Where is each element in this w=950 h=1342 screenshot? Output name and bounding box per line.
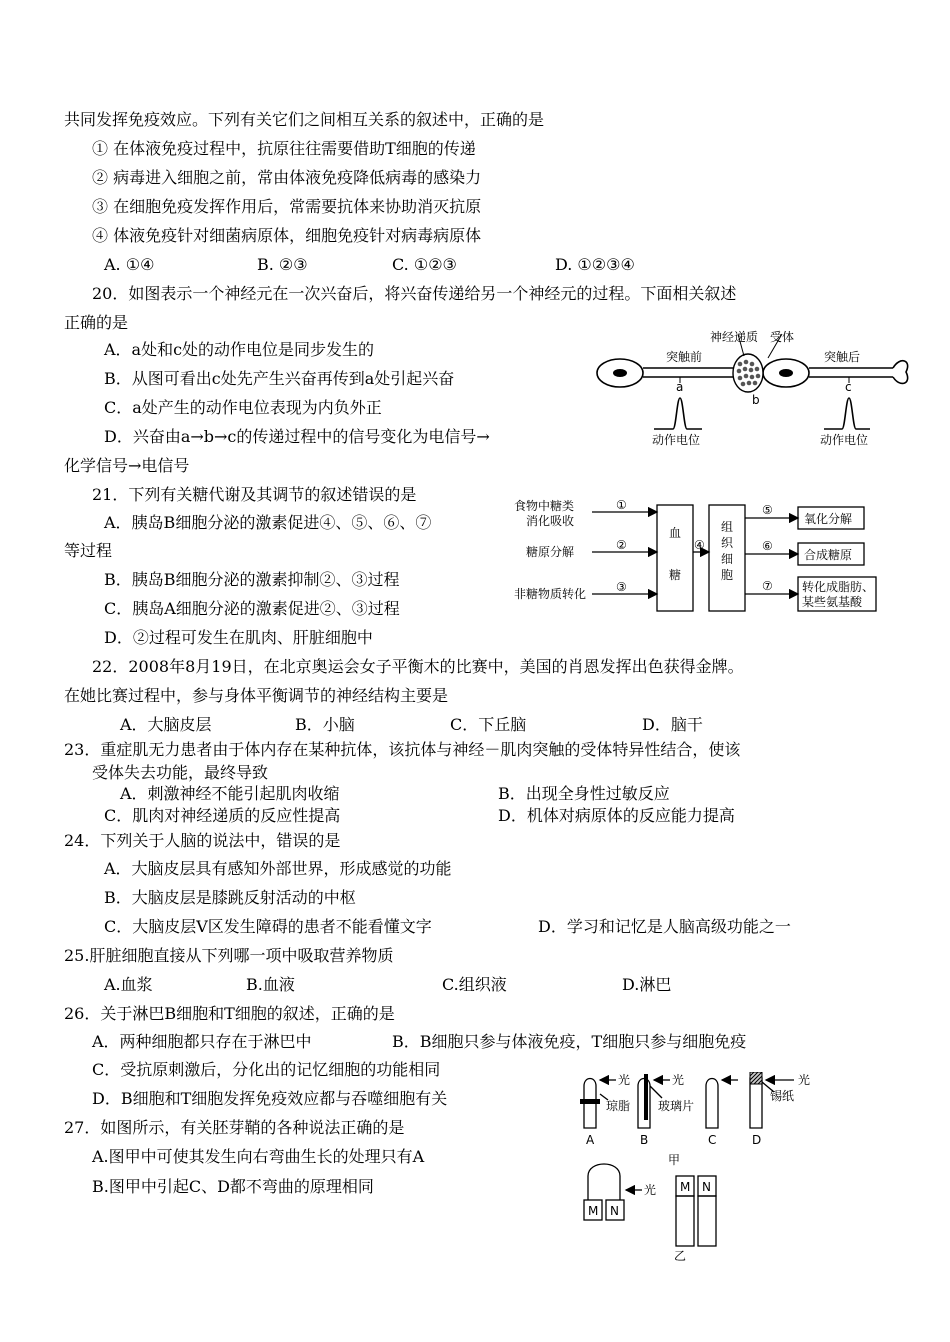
choice-b: B．出现全身性过敏反应	[498, 784, 670, 803]
label-foil: 锡纸	[770, 1089, 795, 1103]
choice-b: B．胰岛B细胞分泌的激素抑制②、③过程	[104, 570, 400, 589]
choice-b: B．小脑	[295, 715, 355, 734]
label-c: C	[708, 1133, 717, 1147]
label-postsynaptic: 突触后	[824, 350, 861, 364]
source-food: 食物中糖类	[514, 499, 575, 513]
neurotransmitter-vesicles	[733, 354, 763, 392]
question-stem: 26．关于淋巴B细胞和T细胞的叙述，正确的是	[64, 1004, 395, 1023]
label-n2: N	[702, 1180, 711, 1194]
question-stem: 20．如图表示一个神经元在一次兴奋后，将兴奋传递给另一个神经元的过程。下面相关叙述	[92, 284, 737, 303]
action-potential-trace-a	[654, 398, 702, 429]
label-a: a	[676, 380, 684, 394]
choice-b: B.图甲中引起C、D都不弯曲的原理相同	[92, 1177, 374, 1196]
option-2: ② 病毒进入细胞之前，常由体液免疫降低病毒的感染力	[92, 168, 482, 187]
label-glass: 玻璃片	[658, 1099, 695, 1113]
choice-a: A．a处和c处的动作电位是同步发生的	[104, 340, 375, 359]
label-c: c	[845, 380, 852, 394]
tissue-char-4: 胞	[721, 568, 734, 582]
choice-c: C．下丘脑	[450, 715, 527, 734]
label-light-d: 光	[798, 1073, 811, 1087]
label-b: b	[752, 393, 760, 407]
option-3: ③ 在细胞免疫发挥作用后，常需要抗体来协助消灭抗原	[92, 197, 482, 216]
choice-b: B. ②③	[257, 255, 308, 274]
question-stem-cont: 受体失去功能，最终导致	[92, 763, 269, 782]
choice-b: B．B细胞只参与体液免疫，T细胞只参与细胞免疫	[392, 1032, 747, 1051]
output-conversion: 转化成脂肪、	[802, 580, 875, 594]
label-agar: 琼脂	[606, 1099, 631, 1113]
output-conversion-cont: 某些氨基酸	[802, 595, 863, 609]
question-stem: 25.肝脏细胞直接从下列哪一项中吸取营养物质	[64, 946, 394, 965]
choice-b: B．大脑皮层是膝跳反射活动的中枢	[104, 888, 356, 907]
choice-c: C．受抗原刺激后，分化出的记忆细胞的功能相同	[92, 1060, 441, 1079]
process-2: ②	[616, 538, 627, 552]
question-stem: 21．下列有关糖代谢及其调节的叙述错误的是	[92, 485, 417, 504]
tissue-char-1: 组	[721, 520, 734, 534]
source-glycogenolysis: 糖原分解	[526, 545, 575, 559]
option-4: ④ 体液免疫针对细菌病原体，细胞免疫针对病毒病原体	[92, 226, 482, 245]
question-stem: 23．重症肌无力患者由于体内存在某种抗体，该抗体与神经－肌肉突触的受体特异性结合，使该	[64, 740, 741, 759]
choice-d: D．兴奋由a→b→c的传递过程中的信号变化为电信号→	[104, 427, 490, 446]
choice-a: A．大脑皮层具有感知外部世界，形成感觉的功能	[104, 859, 452, 878]
choice-d: D.淋巴	[622, 975, 672, 994]
question-stem-cont: 正确的是	[64, 313, 129, 332]
label-neurotransmitter: 神经递质	[710, 330, 759, 344]
agar-block	[580, 1099, 600, 1104]
choice-a: A．两种细胞都只存在于淋巴中	[92, 1032, 312, 1051]
label-a: A	[586, 1133, 595, 1147]
process-7: ⑦	[762, 579, 773, 593]
question-stem-cont: 在她比赛过程中，参与身体平衡调节的神经结构主要是	[64, 686, 449, 705]
label-light-yi: 光	[644, 1183, 657, 1197]
choice-c: C．a处产生的动作电位表现为内负外正	[104, 398, 382, 417]
choice-c: C．大脑皮层V区发生障碍的患者不能看懂文字	[104, 917, 432, 936]
choice-d: D．机体对病原体的反应能力提高	[498, 806, 735, 825]
tissue-char-3: 细	[721, 552, 734, 566]
choice-d: D．②过程可发生在肌肉、肝脏细胞中	[104, 628, 373, 647]
choice-b: B．从图可看出c处先产生兴奋再传到a处引起兴奋	[104, 369, 455, 388]
postsynaptic-axon	[809, 368, 893, 377]
source-food-cont: 消化吸收	[526, 514, 575, 528]
process-1: ①	[616, 498, 627, 512]
process-4: ④	[694, 538, 705, 552]
blood-sugar-char-2: 糖	[669, 568, 682, 582]
label-jia: 甲	[668, 1153, 681, 1167]
glass-slide	[644, 1074, 648, 1120]
output-glycogen: 合成糖原	[804, 548, 853, 562]
process-3: ③	[616, 580, 627, 594]
choice-a: A．刺激神经不能引起肌肉收缩	[120, 784, 340, 803]
stem-n2	[698, 1196, 716, 1246]
choice-a: A. ①④	[104, 255, 155, 274]
nucleus	[779, 369, 793, 377]
question-stem: 22．2008年8月19日，在北京奥运会女子平衡木的比赛中，美国的肖恩发挥出色获得金牌。	[92, 657, 744, 676]
blood-sugar-diagram	[512, 497, 912, 622]
coleoptile-d	[750, 1078, 762, 1128]
choice-a-cont: 等过程	[64, 541, 113, 560]
source-gluconeogenesis: 非糖物质转化	[514, 587, 587, 601]
blood-sugar-char-1: 血	[669, 526, 682, 540]
choice-c: C. ①②③	[392, 255, 457, 274]
neuron-synapse-figure	[590, 326, 920, 446]
coleoptile-figure	[574, 1072, 824, 1262]
label-presynaptic: 突触前	[666, 350, 703, 364]
choice-d: D．B细胞和T细胞发挥免疫效应都与吞噬细胞有关	[92, 1089, 448, 1108]
tissue-char-2: 织	[721, 536, 734, 550]
choice-a: A．大脑皮层	[120, 715, 212, 734]
label-yi: 乙	[674, 1249, 687, 1262]
label-m2: M	[680, 1180, 691, 1194]
choice-a: A．胰岛B细胞分泌的激素促进④、⑤、⑥、⑦	[104, 513, 432, 532]
label-b: B	[640, 1133, 649, 1147]
label-n1: N	[610, 1204, 619, 1218]
choice-c: C．胰岛A细胞分泌的激素促进②、③过程	[104, 599, 400, 618]
process-5: ⑤	[762, 503, 773, 517]
choice-d: D．脑干	[642, 715, 703, 734]
option-1: ① 在体液免疫过程中，抗原往往需要借助T细胞的传递	[92, 139, 476, 158]
presynaptic-axon	[643, 368, 735, 377]
coleoptile-c	[706, 1079, 718, 1129]
nucleus	[613, 369, 627, 377]
question-stem: 27．如图所示，有关胚芽鞘的各种说法正确的是	[64, 1118, 405, 1137]
label-light-b: 光	[672, 1073, 685, 1087]
tin-foil-cap	[750, 1072, 762, 1084]
label-receptor: 受体	[770, 330, 795, 344]
text-line: 共同发挥免疫效应。下列有关它们之间相互关系的叙述中，正确的是	[64, 110, 545, 129]
choice-a: A.图甲中可使其发生向右弯曲生长的处理只有A	[92, 1147, 425, 1166]
label-light-a: 光	[618, 1073, 631, 1087]
choice-d: D．学习和记忆是人脑高级功能之一	[538, 917, 791, 936]
process-6: ⑥	[762, 539, 773, 553]
choice-a: A.血浆	[104, 975, 153, 994]
choice-d-cont: 化学信号→电信号	[64, 456, 190, 475]
axon-terminal	[893, 361, 908, 384]
choice-c: C．肌肉对神经递质的反应性提高	[104, 806, 341, 825]
label-action-potential-1: 动作电位	[652, 433, 701, 446]
stem-m2	[676, 1196, 694, 1246]
action-potential-trace-c	[824, 398, 870, 429]
blood-sugar-box	[657, 505, 693, 611]
choice-d: D. ①②③④	[555, 255, 635, 274]
output-oxidation: 氧化分解	[804, 512, 853, 526]
coleoptile-tip-yi	[588, 1164, 620, 1200]
label-m1: M	[588, 1204, 599, 1218]
label-d: D	[752, 1133, 762, 1147]
question-stem: 24．下列关于人脑的说法中，错误的是	[64, 831, 341, 850]
choice-b: B.血液	[246, 975, 295, 994]
label-action-potential-2: 动作电位	[820, 433, 869, 446]
choice-c: C.组织液	[442, 975, 507, 994]
